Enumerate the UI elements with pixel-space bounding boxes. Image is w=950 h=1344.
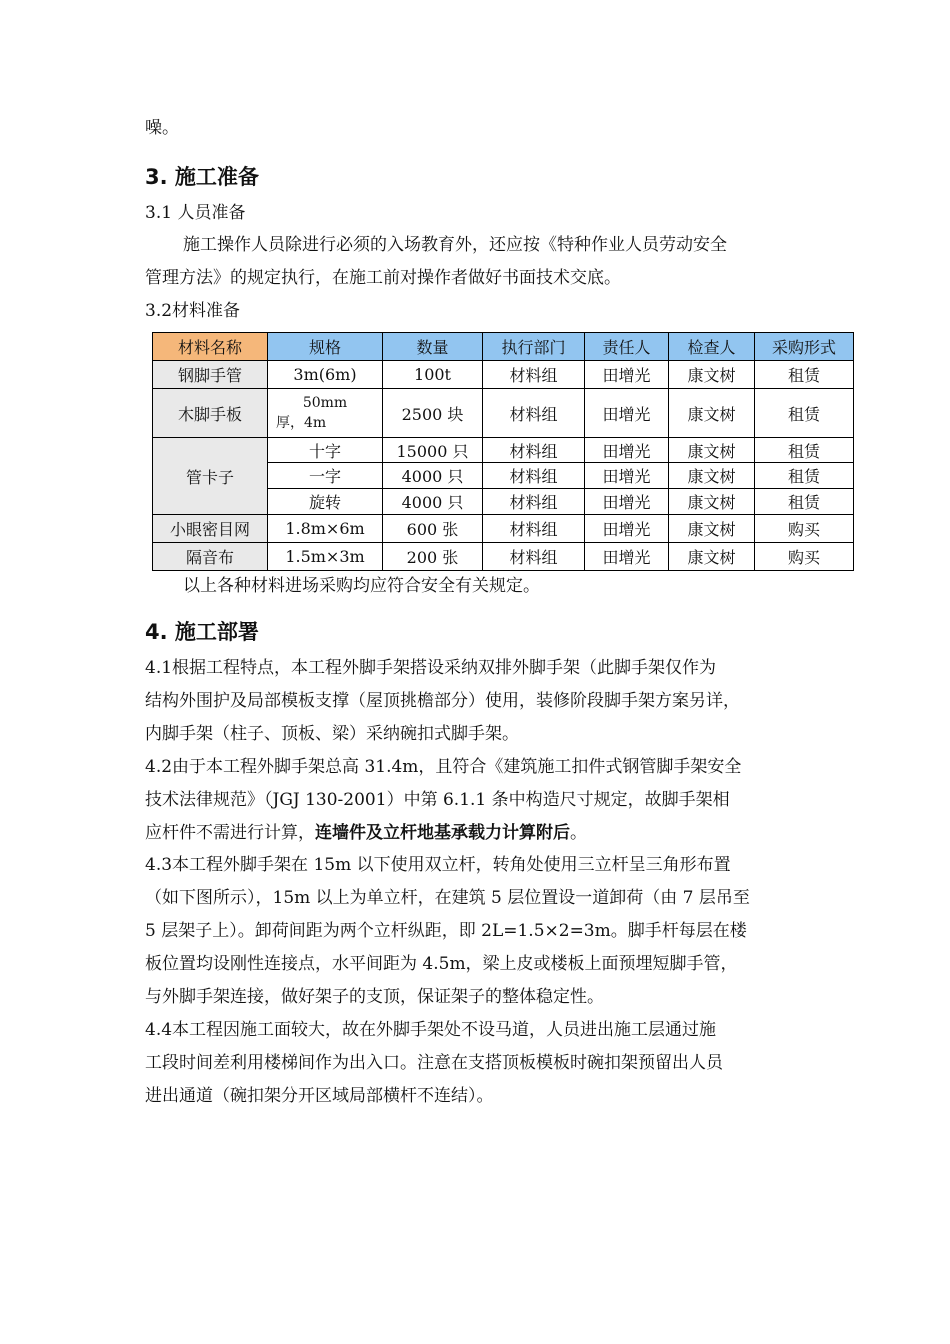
paragraph-line: 4.1根据工程特点，本工程外脚手架搭设采纳双排外脚手架（此脚手架仅作为: [145, 658, 717, 678]
cell: 材料组: [483, 543, 585, 571]
table-row: [153, 389, 854, 438]
cell: 康文树: [669, 543, 755, 571]
cell: 600 张: [383, 515, 483, 543]
header-cell: 数量: [383, 333, 483, 361]
header-cell: 责任人: [585, 333, 669, 361]
header-cell: 材料名称: [153, 333, 268, 361]
spec-line: 厚，4m: [276, 415, 327, 431]
bold-text: 连墙件及立杆地基承载力计算附后: [315, 823, 570, 843]
material-name: 管卡子: [153, 438, 268, 515]
cell: 一字: [268, 463, 383, 489]
cell: 田增光: [585, 463, 669, 489]
section-3-heading: 3. 施工准备: [145, 165, 259, 189]
cell: 康文树: [669, 361, 755, 389]
cell: 田增光: [585, 438, 669, 463]
paragraph-line: 管理方法》的规定执行，在施工前对操作者做好书面技术交底。: [145, 268, 621, 288]
cell: 购买: [755, 543, 854, 571]
cell: 十字: [268, 438, 383, 463]
cell: 康文树: [669, 389, 755, 438]
paragraph-line: 5 层架子上）。卸荷间距为两个立杆纵距，即 2L=1.5×2=3m。脚手杆每层在楼: [145, 921, 747, 941]
header-cell: 执行部门: [483, 333, 585, 361]
spec-line: 50mm: [302, 395, 348, 411]
cell: 旋转: [268, 489, 383, 515]
cell: 材料组: [483, 389, 585, 438]
header-cell: 规格: [268, 333, 383, 361]
cell: 康文树: [669, 489, 755, 515]
cell: 4000 只: [383, 489, 483, 515]
cell: 田增光: [585, 361, 669, 389]
cell: 田增光: [585, 543, 669, 571]
section-4-heading: 4. 施工部署: [145, 620, 259, 644]
paragraph-line: 技术法律规范》（JGJ 130-2001）中第 6.1.1 条中构造尺寸规定，故脚手架相: [145, 790, 730, 810]
cell: 租赁: [755, 389, 854, 438]
text-span: 。: [570, 823, 587, 843]
cell: 材料组: [483, 489, 585, 515]
cell: 材料组: [483, 438, 585, 463]
header-cell: 检查人: [669, 333, 755, 361]
cell: 材料组: [483, 361, 585, 389]
paragraph-line: （如下图所示），15m 以上为单立杆，在建筑 5 层位置设一道卸荷（由 7 层吊至: [145, 888, 750, 908]
materials-table: [152, 332, 854, 571]
cell: 田增光: [585, 389, 669, 438]
cell: 康文树: [669, 515, 755, 543]
cell: 1.8m×6m: [268, 515, 383, 543]
cell: 15000 只: [383, 438, 483, 463]
header-cell: 采购形式: [755, 333, 854, 361]
paragraph-line: 4.3本工程外脚手架在 15m 以下使用双立杆，转角处使用三立杆呈三角形布置: [145, 855, 731, 875]
intro-tail: 噪。: [145, 118, 179, 138]
section-3-1-heading: 3.1 人员准备: [145, 203, 246, 223]
cell: 租赁: [755, 361, 854, 389]
cell: 1.5m×3m: [268, 543, 383, 571]
cell: 康文树: [669, 438, 755, 463]
paragraph-line: [145, 821, 587, 845]
cell: 康文树: [669, 463, 755, 489]
table-row: [153, 515, 854, 543]
cell: 材料组: [483, 463, 585, 489]
cell: 租赁: [755, 463, 854, 489]
cell: 租赁: [755, 438, 854, 463]
text-span: 应杆件不需进行计算，: [145, 823, 315, 843]
table-header-row: [153, 333, 854, 361]
material-name: 钢脚手管: [153, 361, 268, 389]
table-note: 以上各种材料进场采购均应符合安全有关规定。: [183, 576, 540, 596]
table-row: [153, 438, 854, 463]
table-row: [153, 543, 854, 571]
paragraph-line: 板位置均设刚性连接点，水平间距为 4.5m，梁上皮或楼板上面预埋短脚手管，: [145, 954, 738, 974]
cell: 材料组: [483, 515, 585, 543]
paragraph-line: 内脚手架（柱子、顶板、梁）采纳碗扣式脚手架。: [145, 724, 519, 744]
cell: 购买: [755, 515, 854, 543]
paragraph-line: 工段时间差利用楼梯间作为出入口。注意在支搭顶板模板时碗扣架预留出人员: [145, 1053, 723, 1073]
cell: 2500 块: [383, 389, 483, 438]
paragraph-line: 施工操作人员除进行必须的入场教育外，还应按《特种作业人员劳动安全: [183, 235, 727, 255]
material-name: 木脚手板: [153, 389, 268, 438]
paragraph-line: 4.2由于本工程外脚手架总高 31.4m，且符合《建筑施工扣件式钢管脚手架安全: [145, 757, 742, 777]
cell: 田增光: [585, 489, 669, 515]
paragraph-line: 结构外围护及局部模板支撑（屋顶挑檐部分）使用，装修阶段脚手架方案另详，: [145, 691, 740, 711]
material-name: 隔音布: [153, 543, 268, 571]
paragraph-line: 与外脚手架连接，做好架子的支顶，保证架子的整体稳定性。: [145, 987, 604, 1007]
material-name: 小眼密目网: [153, 515, 268, 543]
section-3-2-heading: 3.2材料准备: [145, 301, 241, 321]
cell: [268, 389, 383, 438]
cell: 100t: [383, 361, 483, 389]
cell: 租赁: [755, 489, 854, 515]
paragraph-line: 4.4本工程因施工面较大，故在外脚手架处不设马道，人员进出施工层通过施: [145, 1020, 717, 1040]
cell: 4000 只: [383, 463, 483, 489]
table-row: [153, 361, 854, 389]
cell: 田增光: [585, 515, 669, 543]
paragraph-line: 进出通道（碗扣架分开区域局部横杆不连结）。: [145, 1086, 494, 1106]
cell: 3m(6m): [268, 361, 383, 389]
cell: 200 张: [383, 543, 483, 571]
